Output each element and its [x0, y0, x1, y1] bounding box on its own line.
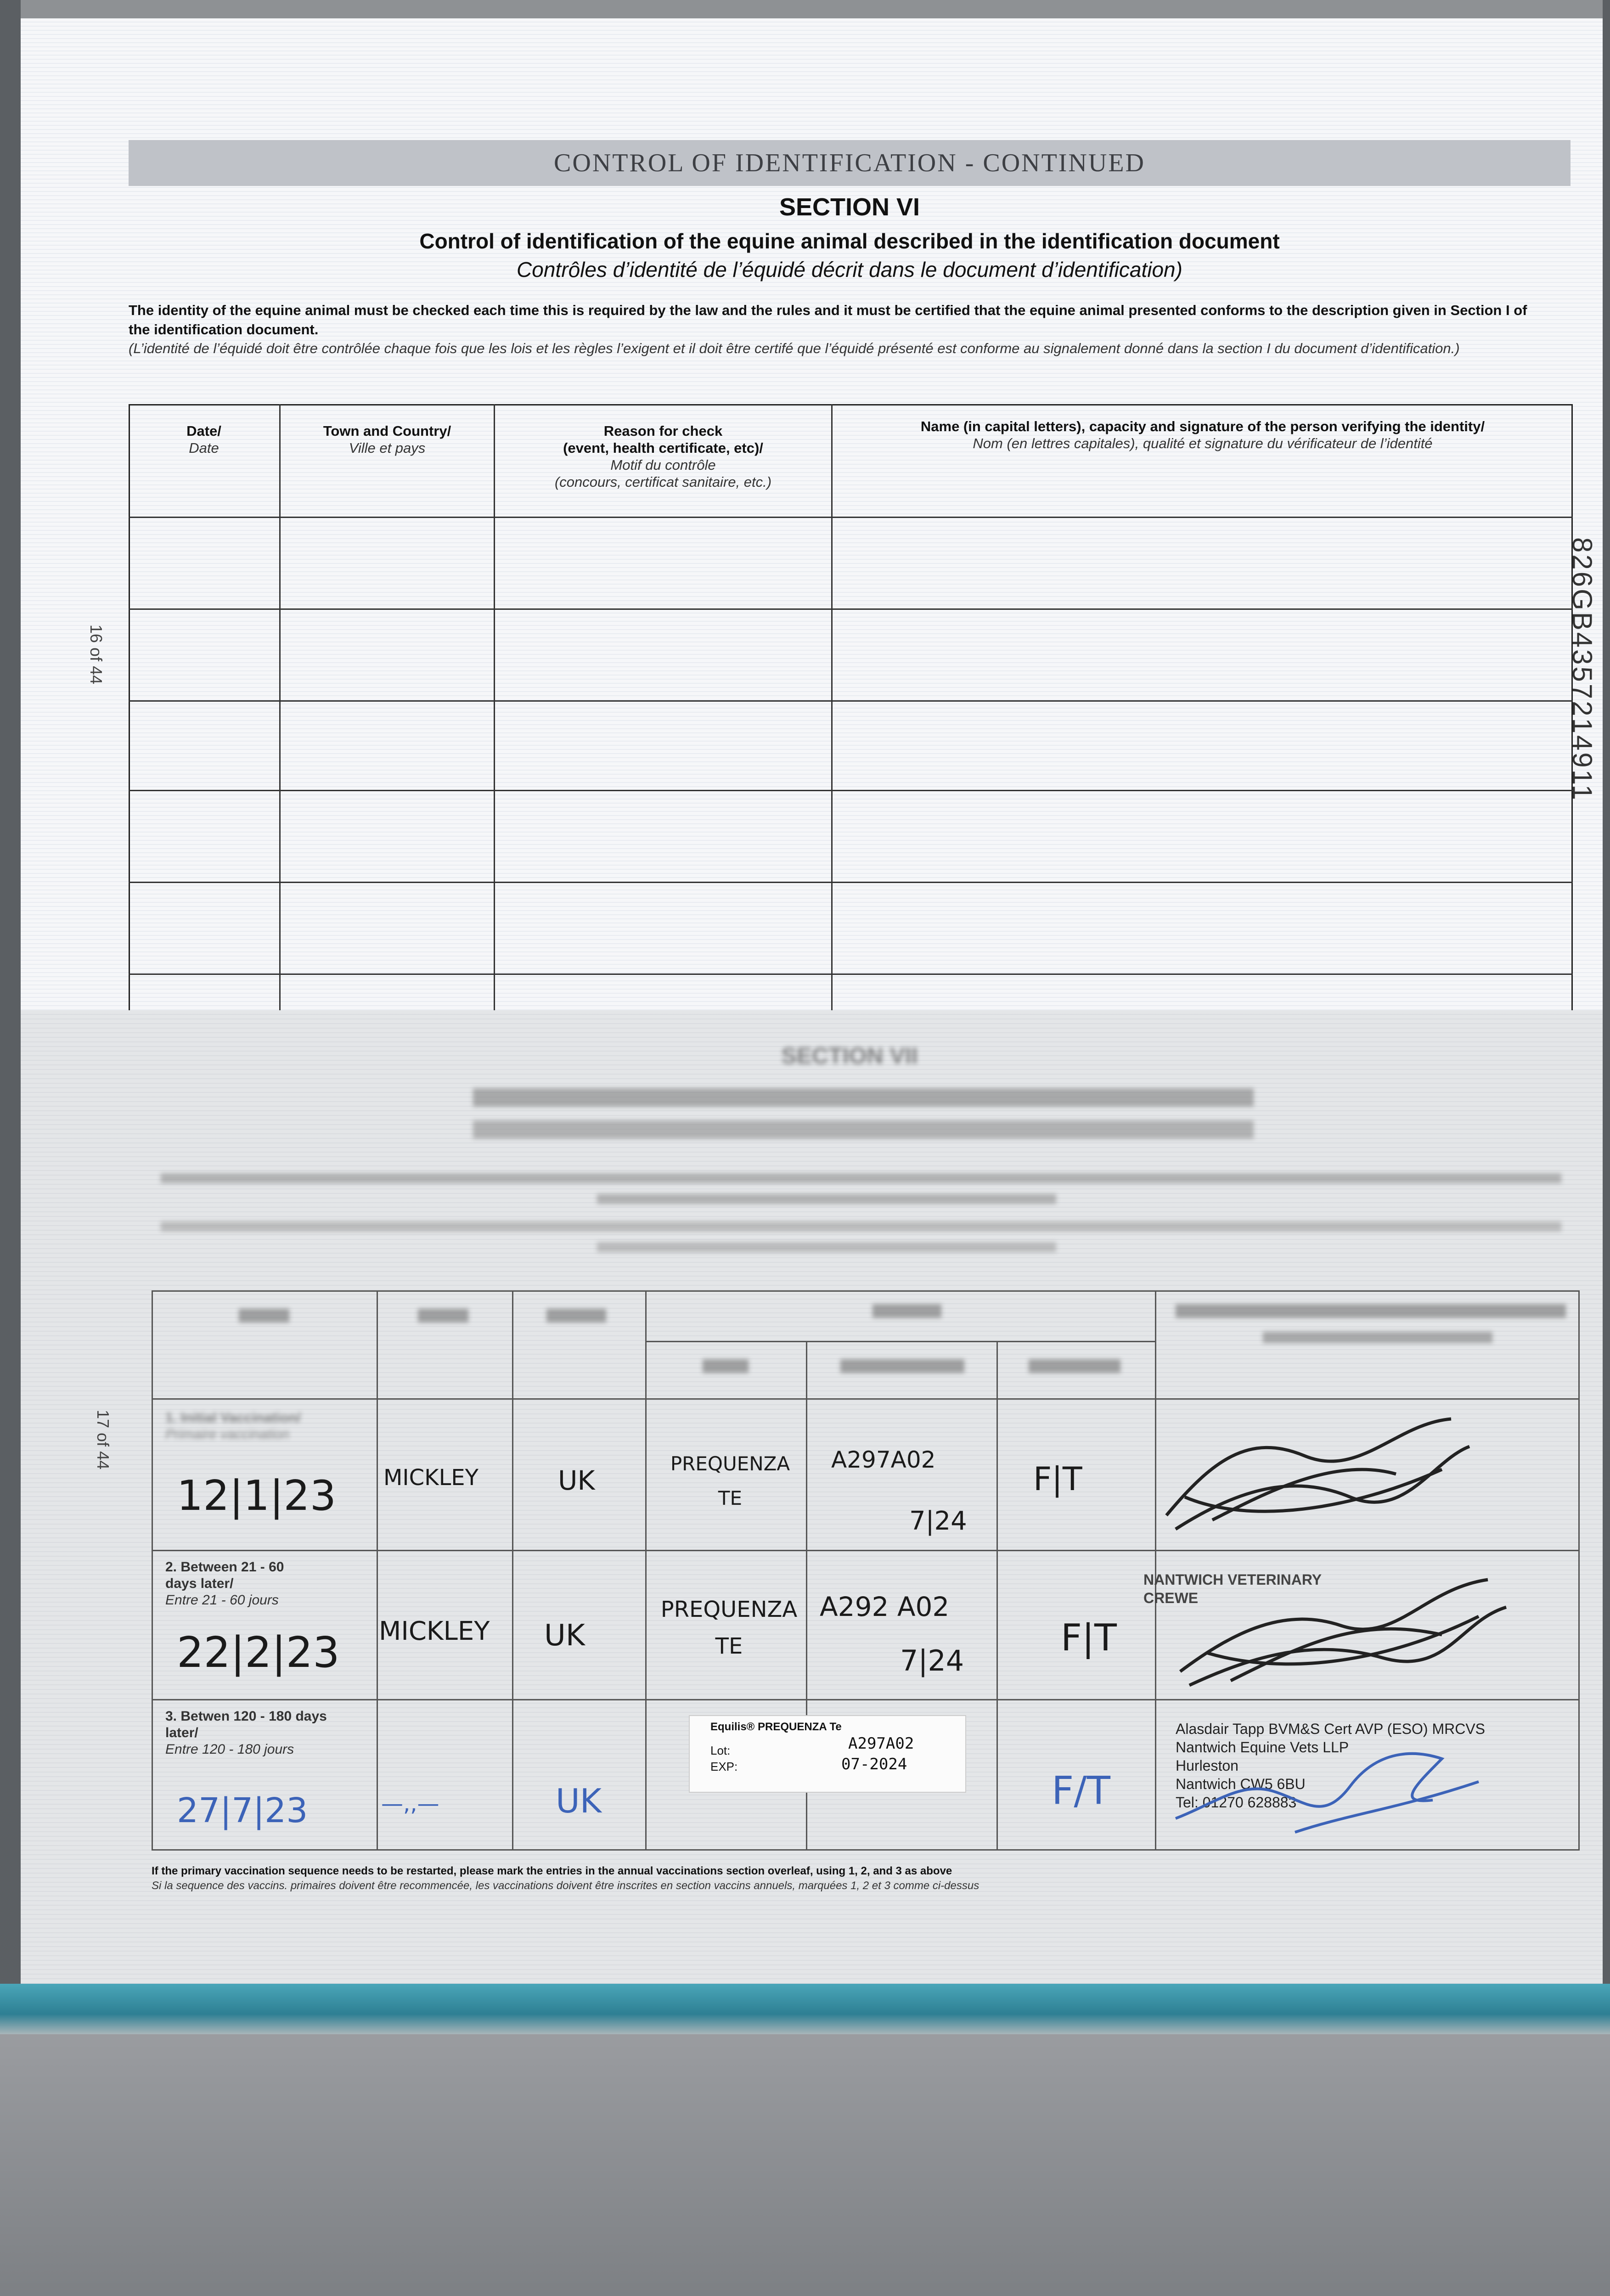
background-edge-right: [1603, 0, 1610, 1984]
section-title-fr: Contrôles d’identité de l’équidé décrit dans le document d’identification): [517, 258, 1182, 281]
page-number-17: 17 of 44: [94, 1410, 113, 1470]
blurred-line: [473, 1088, 1254, 1107]
table-row-divider: [129, 700, 1573, 702]
table-row-divider: [645, 1341, 1155, 1342]
passport-cover-edge: [0, 1984, 1610, 2034]
sticker-exp-label: EXP:: [710, 1760, 738, 1773]
blurred-header: [239, 1309, 289, 1322]
vaccine-batch-sticker: [689, 1715, 966, 1793]
intro-text-fr: (L’identité de l’équidé doit être contrôlée chaque fois que les lois et les règles l’exigent et il doit être certifé que l’équidé présenté est conforme au signalement donné dans la section I du document d’identification.): [129, 340, 1460, 356]
intro-text: The identity of the equine animal must be checked each time this is required by the law and the rules and it must be certified that the equine animal presented conforms to the description given in Section I of the identification document.: [129, 302, 1527, 338]
blurred-header: [1263, 1332, 1492, 1343]
background-surface: [0, 2034, 1610, 2296]
stamp-line: Hurleston: [1176, 1757, 1238, 1774]
blurred-line: [597, 1194, 1056, 1204]
signature-2: [1166, 1561, 1515, 1699]
column-header-town: Town and Country/ Ville et pays: [323, 423, 451, 456]
page-number-16: 16 of 44: [87, 625, 106, 685]
vaccination-3-dosage: F/T: [1052, 1768, 1110, 1813]
table-row-divider: [129, 790, 1573, 791]
vaccination-1-dosage: F|T: [1033, 1460, 1082, 1498]
table-row-divider: [152, 1398, 1580, 1400]
vaccination-1-country: UK: [558, 1465, 595, 1496]
table-row-divider: [129, 882, 1573, 883]
sticker-lot: A297A02: [848, 1734, 914, 1753]
table-divider: [996, 1341, 998, 1851]
footer-note: If the primary vaccination sequence needs to be restarted, please mark the entries in the annual vaccinations section overleaf, using 1, 2, and 3 as above: [152, 1865, 952, 1877]
vaccination-1-vaccine-name: PREQUENZA TE: [670, 1452, 790, 1509]
vaccination-3-date: 27|7|23: [177, 1791, 308, 1830]
table-row-divider: [152, 1550, 1580, 1551]
signature-1: [1157, 1405, 1479, 1543]
blurred-header: [703, 1359, 749, 1373]
row-label-third: 3. Betwen 120 - 180 days later/ Entre 120 - 180 jours: [165, 1709, 327, 1757]
table-row-divider: [129, 974, 1573, 975]
blurred-section-title: SECTION VII: [781, 1043, 918, 1069]
banner-control-of-identification: CONTROL OF IDENTIFICATION - CONTINUED: [129, 140, 1571, 186]
table-row-divider: [129, 517, 1573, 518]
vaccination-3-place: —,,—: [381, 1791, 439, 1817]
blurred-header: [840, 1359, 964, 1373]
vaccination-1-batch: A297A02: [831, 1446, 936, 1473]
vaccination-2-vaccine-name: PREQUENZA TE: [660, 1597, 798, 1659]
table-row-divider: [152, 1699, 1580, 1700]
blurred-line: [161, 1173, 1561, 1183]
blurred-line: [161, 1221, 1561, 1232]
column-header-date: Date/ Date: [186, 423, 221, 456]
practice-stamp-2: NANTWICH VETERINARY CREWE: [1143, 1571, 1322, 1606]
side-passport-number: 826GB4357214911: [1567, 537, 1598, 802]
vaccination-1-place: MICKLEY: [383, 1465, 478, 1491]
column-header-reason: Reason for check (event, health certificate, etc)/ Motif du contrôle (concours, certificat sanitaire, etc.): [554, 423, 772, 490]
stamp-line: Tel: 01270 628883: [1176, 1794, 1297, 1811]
background-edge-left: [0, 0, 21, 1984]
table-divider: [645, 1290, 647, 1851]
blurred-header: [1176, 1304, 1566, 1318]
blurred-header: [1029, 1359, 1120, 1373]
footer-note-fr: Si la sequence des vaccins. primaires doivent être recommencée, les vaccinations doivent être inscrites en section vaccins annuels, marquées 1, 2 et 3 comme ci-dessus: [152, 1880, 980, 1892]
blurred-header: [418, 1309, 468, 1322]
blurred-line: [597, 1242, 1056, 1252]
vaccination-2-dosage: F|T: [1061, 1616, 1117, 1659]
vaccination-2-date: 22|2|23: [177, 1628, 340, 1677]
sticker-exp: 07-2024: [841, 1755, 907, 1773]
stamp-line: Alasdair Tapp BVM&S Cert AVP (ESO) MRCVS: [1176, 1721, 1486, 1737]
table-row-divider: [129, 608, 1573, 610]
section-heading: SECTION VI: [779, 193, 920, 221]
vaccination-3-country: UK: [556, 1782, 602, 1820]
stamp-line: Nantwich CW5 6BU: [1176, 1776, 1306, 1792]
row-label-initial: 1. Initial Vaccination/ Primaire vaccination: [165, 1410, 301, 1442]
stamp-line: Nantwich Equine Vets LLP: [1176, 1739, 1349, 1756]
vaccination-2-batch: A292 A02: [820, 1591, 950, 1622]
signature-3: [1157, 1731, 1488, 1841]
table-divider: [494, 404, 495, 1015]
row-label-second: 2. Between 21 - 60 days later/ Entre 21 - 60 jours: [165, 1559, 284, 1608]
table-divider: [279, 404, 281, 1015]
blurred-line: [473, 1120, 1254, 1139]
sticker-lot-label: Lot:: [710, 1744, 731, 1757]
vaccination-1-expiry: 7|24: [909, 1506, 967, 1536]
table-divider: [377, 1290, 378, 1851]
vaccination-2-country: UK: [544, 1619, 585, 1653]
table-divider: [512, 1290, 513, 1851]
column-header-name: Name (in capital letters), capacity and signature of the person verifying the identity/ Nom (en lettres capitales), qualité et signature du vérificateur de l’identité: [920, 418, 1485, 451]
identification-check-table: [129, 404, 1573, 1019]
vaccination-1-date: 12|1|23: [177, 1472, 336, 1520]
sticker-brand: Equilis® PREQUENZA Te: [710, 1721, 842, 1733]
section-title: Control of identification of the equine animal described in the identification document: [419, 229, 1280, 253]
blurred-header: [873, 1304, 941, 1318]
vaccination-2-expiry: 7|24: [900, 1644, 964, 1677]
vaccination-2-place: MICKLEY: [379, 1616, 490, 1646]
table-divider: [831, 404, 833, 1015]
blurred-header: [546, 1309, 606, 1322]
